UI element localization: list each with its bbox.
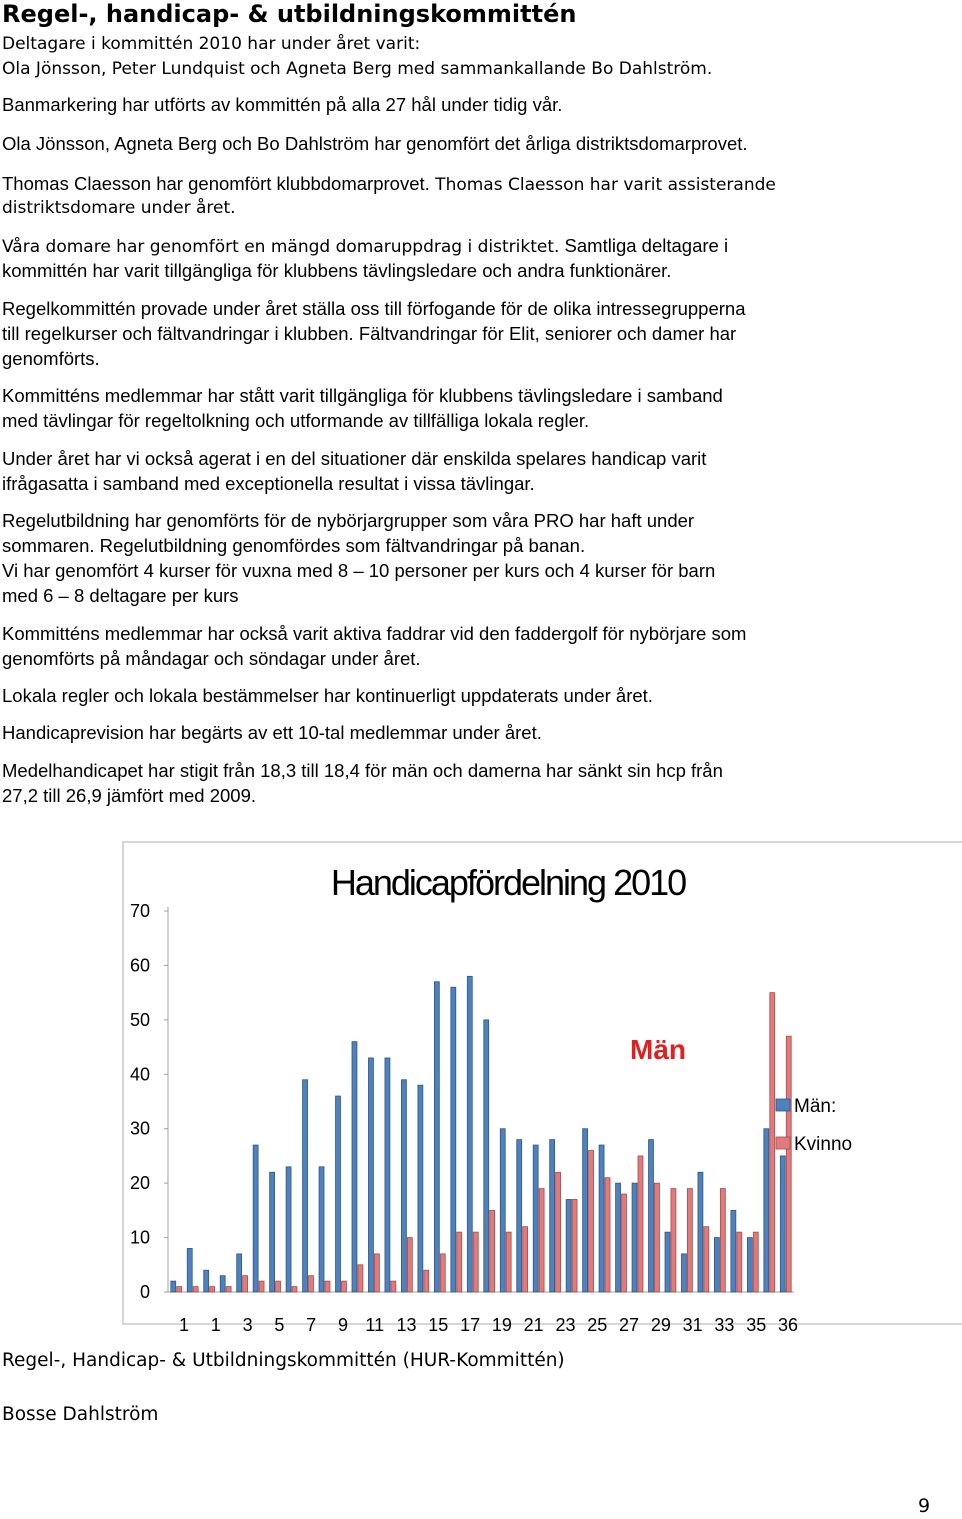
bar-men: [237, 1254, 242, 1292]
x-tick-label: 11: [365, 1315, 385, 1335]
x-tick-label: 27: [619, 1315, 640, 1335]
bar-women: [786, 1036, 791, 1292]
intro-line-2: Ola Jönsson, Peter Lundquist och Agneta Berg med sammankallande Bo Dahlström.: [2, 59, 713, 79]
bar-men: [665, 1232, 670, 1292]
bar-women: [193, 1287, 198, 1292]
bar-women: [391, 1281, 396, 1292]
bar-women: [671, 1189, 676, 1292]
y-tick-label: 50: [129, 1009, 150, 1030]
domare-text: Våra domare har genomfört en mängd domaruppdrag i distriktet.: [2, 237, 560, 257]
y-tick-label: 0: [139, 1282, 150, 1302]
bar-women: [704, 1227, 709, 1292]
paragraph-regelkommitten-line-1: Regelkommittén provade under året ställa oss till förfogande för de olika intressegrupperna: [2, 298, 746, 319]
bar-women: [605, 1178, 610, 1292]
bar-men: [171, 1281, 176, 1292]
bar-women: [753, 1232, 758, 1292]
footer-committee: Regel-, Handicap- & Utbildningskommittén (HUR-Kommittén): [2, 1350, 565, 1371]
handicap-chart-svg: [122, 841, 962, 1335]
bar-men: [336, 1096, 341, 1292]
bar-women: [556, 1172, 561, 1292]
paragraph-utbildning-line-1: Regelutbildning har genomförts för de nybörjargrupper som våra PRO har haft under: [2, 510, 695, 531]
x-tick-label: 21: [523, 1315, 544, 1335]
bar-men: [352, 1042, 357, 1292]
bar-men: [434, 982, 439, 1292]
bar-women: [325, 1281, 330, 1292]
bar-women: [770, 993, 775, 1292]
bar-women: [358, 1265, 363, 1292]
bar-men: [599, 1145, 604, 1292]
bar-men: [780, 1156, 785, 1292]
x-tick-label: 3: [242, 1315, 253, 1335]
footer-author: Bosse Dahlström: [2, 1404, 159, 1425]
legend-label-women: Kvinno: [794, 1134, 853, 1155]
samtliga-text: Samtliga deltagare i: [559, 235, 729, 256]
bar-women: [523, 1227, 528, 1292]
x-tick-label: 17: [460, 1315, 481, 1335]
bar-women: [490, 1210, 495, 1292]
y-tick-label: 60: [129, 955, 150, 976]
x-tick-label: 23: [555, 1315, 576, 1335]
y-tick-label: 10: [129, 1227, 150, 1248]
bar-women: [720, 1189, 725, 1292]
bar-women: [424, 1270, 429, 1292]
bar-men: [632, 1183, 637, 1292]
x-tick-label: 33: [714, 1315, 735, 1335]
bar-men: [533, 1145, 538, 1292]
x-tick-label: 7: [306, 1315, 317, 1335]
paragraph-lokala-regler: Lokala regler och lokala bestämmelser har kontinuerligt uppdaterats under året.: [2, 685, 653, 706]
paragraph-faddrar-line-1: Kommitténs medlemmar har också varit aktiva faddrar vid den faddergolf för nybörjare som: [2, 623, 747, 644]
x-tick-label: 1: [210, 1315, 221, 1335]
bar-women: [226, 1287, 231, 1292]
paragraph-utbildning-line-2: sommaren. Regelutbildning genomfördes som fältvandringar på banan.: [2, 535, 586, 556]
intro-line-1: Deltagare i kommittén 2010 har under året varit:: [2, 34, 421, 54]
x-tick-label: 1: [178, 1315, 190, 1335]
bar-women: [572, 1199, 577, 1292]
y-tick-label: 40: [129, 1064, 150, 1085]
paragraph-faddrar-line-2: genomförts på måndagar och söndagar under året.: [2, 648, 421, 669]
bar-women: [440, 1254, 445, 1292]
thomas-assisterande-text: Thomas Claesson har varit assisterande: [429, 175, 776, 195]
bar-women: [506, 1232, 511, 1292]
x-tick-label: 29: [650, 1315, 671, 1335]
paragraph-distriktsdomarprov: Ola Jönsson, Agneta Berg och Bo Dahlström har genomfört det årliga distriktsdomarprovet.: [2, 133, 748, 154]
bar-women: [737, 1232, 742, 1292]
bar-women: [259, 1281, 264, 1292]
thomas-klubbdomare-text: Thomas Claesson har genomfört klubbdomarprovet.: [2, 173, 430, 194]
paragraph-medelhandicap-line-2: 27,2 till 26,9 jämfört med 2009.: [2, 785, 257, 806]
x-tick-label: 13: [396, 1315, 417, 1335]
x-tick-label: 15: [428, 1315, 449, 1335]
bar-men: [714, 1238, 719, 1292]
bar-men: [500, 1129, 505, 1292]
bar-women: [622, 1194, 627, 1292]
paragraph-medelhandicap-line-1: Medelhandicapet har stigit från 18,3 till 18,4 för män och damerna har sänkt sin hcp från: [2, 760, 723, 781]
y-tick-label: 70: [129, 901, 150, 921]
paragraph-domare-line-2: kommittén har varit tillgängliga för klubbens tävlingsledare och andra funktionärer.: [2, 260, 672, 281]
x-tick-label: 35: [746, 1315, 767, 1335]
section-heading: Regel-, handicap- & utbildningskommittén: [2, 0, 577, 28]
paragraph-domare-line-1: [2, 233, 958, 260]
paragraph-handicap-line-1: Under året har vi också agerat i en del situationer där enskilda spelares handicap varit: [2, 448, 707, 469]
x-tick-label: 19: [491, 1315, 512, 1335]
bar-men: [517, 1140, 522, 1292]
bar-women: [589, 1150, 594, 1292]
y-tick-label: 20: [129, 1173, 150, 1194]
bar-men: [303, 1080, 308, 1292]
bar-men: [731, 1210, 736, 1292]
x-tick-label: 5: [274, 1315, 285, 1335]
bar-women: [292, 1287, 297, 1292]
bar-men: [649, 1140, 654, 1292]
paragraph-thomas-line-2: distriktsdomare under året.: [2, 198, 236, 218]
bar-women: [473, 1232, 478, 1292]
bar-women: [309, 1276, 314, 1292]
bar-men: [451, 987, 456, 1292]
bar-men: [401, 1080, 406, 1292]
bar-men: [764, 1129, 769, 1292]
bar-women: [341, 1281, 346, 1292]
bar-men: [583, 1129, 588, 1292]
y-tick-label: 30: [129, 1118, 150, 1139]
paragraph-utbildning-line-4: med 6 – 8 deltagare per kurs: [2, 585, 239, 606]
paragraph-handicap-line-2: ifrågasatta i samband med exceptionella resultat i vissa tävlingar.: [2, 473, 535, 494]
bar-men: [566, 1199, 571, 1292]
paragraph-utbildning-line-3: Vi har genomfört 4 kurser för vuxna med 8 – 10 personer per kurs och 4 kurser för barn: [2, 560, 716, 581]
paragraph-medlemmar-line-1: Kommitténs medlemmar har stått varit tillgängliga för klubbens tävlingsledare i samband: [2, 385, 723, 406]
legend-swatch-men: [776, 1099, 790, 1111]
bar-women: [638, 1156, 643, 1292]
bar-men: [681, 1254, 686, 1292]
x-tick-label: 25: [587, 1315, 608, 1335]
paragraph-banmarkering: Banmarkering har utförts av kommittén på alla 27 hål under tidig vår.: [2, 94, 563, 115]
bar-men: [467, 976, 472, 1292]
chart-annotation: Män: [630, 1034, 686, 1065]
paragraph-regelkommitten-line-3: genomförts.: [2, 348, 100, 369]
paragraph-regelkommitten-line-2: till regelkurser och fältvandringar i klubben. Fältvandringar för Elit, seniorer och damer har: [2, 323, 737, 344]
bar-men: [698, 1172, 703, 1292]
bar-men: [747, 1238, 752, 1292]
x-tick-label: 31: [682, 1315, 703, 1335]
handicap-chart: [122, 841, 962, 1335]
bar-women: [243, 1276, 248, 1292]
bar-men: [550, 1140, 555, 1292]
bar-men: [418, 1085, 423, 1292]
bar-women: [539, 1189, 544, 1292]
bar-women: [374, 1254, 379, 1292]
bar-men: [253, 1145, 258, 1292]
chart-title: Handicapfördelning 2010: [330, 862, 686, 903]
bar-women: [407, 1238, 412, 1292]
paragraph-thomas-line-1: [2, 171, 958, 198]
legend-swatch-women: [776, 1137, 790, 1149]
x-tick-label: 36: [777, 1315, 799, 1335]
bar-women: [177, 1287, 182, 1292]
bar-women: [687, 1189, 692, 1292]
paragraph-handicaprevision: Handicaprevision har begärts av ett 10-tal medlemmar under året.: [2, 722, 542, 743]
bar-men: [204, 1270, 209, 1292]
bar-women: [457, 1232, 462, 1292]
bar-women: [654, 1183, 659, 1292]
bar-women: [276, 1281, 281, 1292]
bar-men: [484, 1020, 489, 1292]
bar-men: [368, 1058, 373, 1292]
paragraph-medlemmar-line-2: med tävlingar för regeltolkning och utformande av tillfälliga lokala regler.: [2, 410, 590, 431]
page-number: 9: [918, 1495, 931, 1517]
bar-men: [286, 1167, 291, 1292]
bar-men: [220, 1276, 225, 1292]
bar-men: [270, 1172, 275, 1292]
bar-men: [319, 1167, 324, 1292]
bar-men: [616, 1183, 621, 1292]
x-tick-label: 9: [337, 1315, 348, 1335]
legend-label-men: Män:: [794, 1096, 837, 1117]
bar-women: [210, 1287, 215, 1292]
bar-men: [385, 1058, 390, 1292]
bar-men: [187, 1248, 192, 1292]
